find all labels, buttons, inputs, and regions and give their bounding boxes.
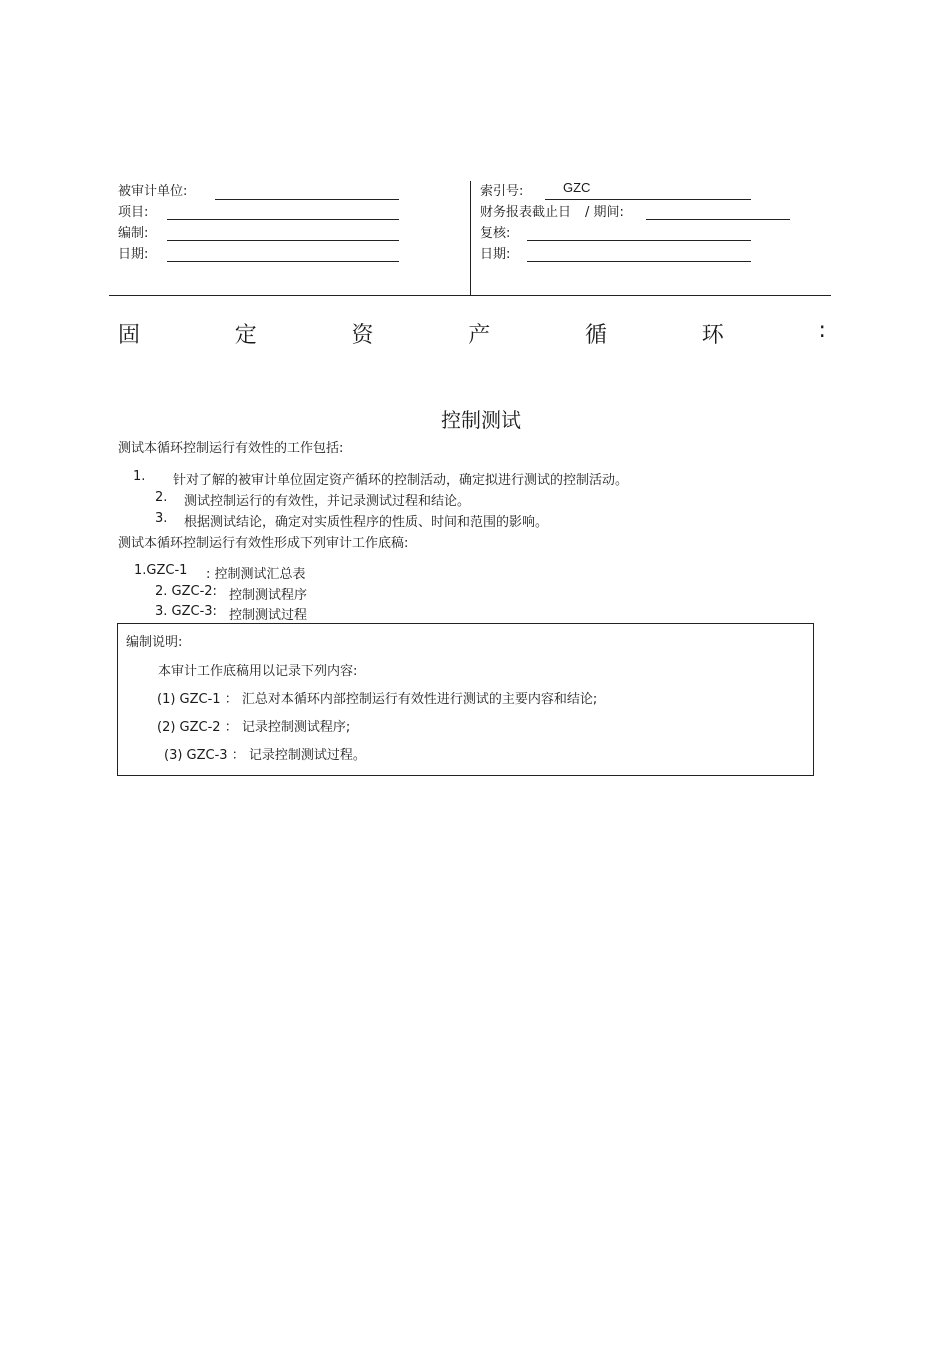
left-date-label: 日期: — [118, 247, 149, 262]
notes-item: (2) GZC-2 ： 记录控制测试程序; — [157, 720, 351, 735]
workpaper-desc: : 控制测试汇总表 — [206, 567, 306, 582]
intro-text: 测试本循环控制运行有效性的工作包括: — [118, 441, 344, 456]
cycle-title-char: 资 — [351, 323, 374, 348]
cycle-title-char: 定 — [234, 323, 257, 348]
notes-intro: 本审计工作底稿用以记录下列内容: — [158, 664, 358, 679]
index-field[interactable] — [545, 199, 751, 200]
workpaper-desc: 控制测试程序 — [229, 588, 308, 603]
cycle-title-char: 固 — [118, 323, 141, 348]
cycle-title — [118, 318, 826, 349]
work-item-number: 1. — [133, 469, 146, 484]
workpaper-intro: 测试本循环控制运行有效性形成下列审计工作底稿: — [118, 536, 409, 551]
notes-title: 编制说明: — [126, 635, 183, 650]
period-label-period: / 期间: — [585, 205, 624, 220]
index-value: GZC — [563, 180, 591, 195]
period-field[interactable] — [646, 219, 790, 220]
header-divider — [470, 181, 471, 296]
auditee-label: 被审计单位: — [118, 184, 188, 199]
cycle-title-char: 环 — [701, 323, 724, 348]
index-label: 索引号: — [480, 184, 524, 199]
project-label: 项目: — [118, 205, 149, 220]
workpaper-desc: 控制测试过程 — [229, 608, 308, 623]
work-item-text: 测试控制运行的有效性，并记录测试过程和结论。 — [184, 494, 471, 509]
prepared-by-field[interactable] — [167, 240, 399, 241]
workpaper-code: 2. GZC-2: — [155, 584, 217, 599]
work-item-number: 2. — [155, 490, 168, 505]
cycle-title-char: : — [818, 318, 826, 343]
cycle-title-char: 循 — [585, 323, 608, 348]
reviewer-field[interactable] — [527, 240, 751, 241]
header-rule — [109, 295, 831, 296]
work-item-number: 3. — [155, 511, 168, 526]
notes-item: (1) GZC-1 ： 汇总对本循环内部控制运行有效性进行测试的主要内容和结论; — [157, 692, 598, 707]
notes-item: (3) GZC-3 ： 记录控制测试过程。 — [164, 748, 366, 763]
cycle-title-char: 产 — [468, 323, 491, 348]
period-label — [480, 201, 624, 220]
reviewer-label: 复核: — [480, 226, 511, 241]
left-date-field[interactable] — [167, 261, 399, 262]
right-date-label: 日期: — [480, 247, 511, 262]
workpaper-code: 1.GZC-1 — [134, 563, 188, 578]
auditee-field[interactable] — [215, 199, 399, 200]
work-item-text: 针对了解的被审计单位固定资产循环的控制活动，确定拟进行测试的控制活动。 — [173, 473, 629, 488]
work-item-text: 根据测试结论，确定对实质性程序的性质、时间和范围的影响。 — [184, 515, 549, 530]
workpaper-code: 3. GZC-3: — [155, 604, 217, 619]
prepared-by-label: 编制: — [118, 226, 149, 241]
section-title: 控制测试 — [441, 408, 521, 432]
period-label-date: 财务报表截止日 — [480, 205, 572, 220]
right-date-field[interactable] — [527, 261, 751, 262]
project-field[interactable] — [167, 219, 399, 220]
